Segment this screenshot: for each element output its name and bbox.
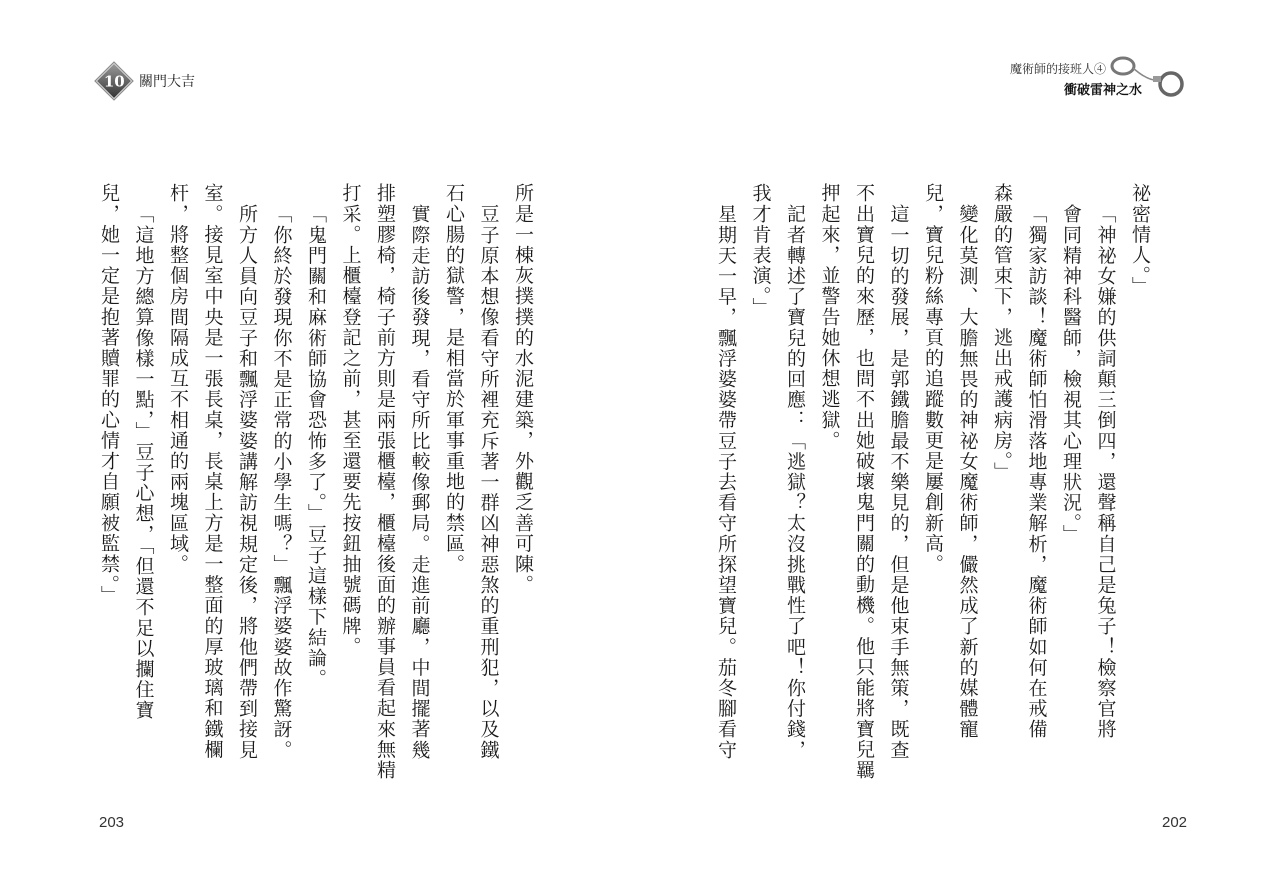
- text-column: 兒，寶兒粉絲專頁的追蹤數更是屢創新高。: [922, 183, 944, 575]
- text-column: 祕密情人。」: [1129, 183, 1151, 298]
- text-column: 所方人員向豆子和飄浮婆婆講解訪視規定後，將他們帶到接見: [236, 204, 258, 761]
- text-column: 打采。上櫃檯登記之前，甚至還要先按鈕抽號碼牌。: [339, 183, 362, 657]
- text-column: 「這地方總算像樣一點，」豆子心想，「但還不足以攔住寶: [132, 204, 155, 721]
- text-column: 石心腸的獄警，是相當於軍事重地的禁區。: [443, 183, 465, 575]
- text-column: 排塑膠椅，椅子前方則是兩張櫃檯，櫃檯後面的辦事員看起來無精: [374, 183, 396, 781]
- text-column: 豆子原本想像看守所裡充斥著一群凶神惡煞的重刑犯，以及鐵: [477, 204, 500, 761]
- text-column: 會同精神科醫師，檢視其心理狀況。」: [1060, 204, 1082, 545]
- text-column: 記者轉述了寶兒的回應：「逃獄？太沒挑戰性了吧！你付錢，: [784, 204, 806, 761]
- chapter-number-badge: [96, 63, 133, 100]
- text-column: 室。接見室中央是一張長桌，長桌上方是一整面的厚玻璃和鐵欄: [201, 183, 224, 760]
- chapter-number: 10: [103, 72, 125, 90]
- body-text: [709, 183, 1158, 781]
- text-column: 實際走訪後發現，看守所比較像郵局。走進前廳，中間擺著幾: [408, 204, 431, 761]
- text-column: 「鬼門關和麻術師協會恐怖多了。」豆子這樣下結論。: [305, 204, 327, 689]
- text-column: 兒，她一定是抱著贖罪的心情才自願被監禁。」: [98, 183, 120, 607]
- chapter-title: 關門大吉: [139, 73, 195, 89]
- text-column: 「獨家訪談！魔術師怕滑落地專業解析，魔術師如何在戒備: [1025, 204, 1048, 740]
- text-column: 星期天一早，飄浮婆婆帶豆子去看守所探望寶兒。茄冬腳看守: [715, 204, 737, 761]
- right-page: [639, 0, 1278, 885]
- page-number: 203: [99, 814, 125, 831]
- text-column: 所是一棟灰撲撲的水泥建築，外觀乏善可陳。: [512, 183, 534, 595]
- text-column: 我才肯表演。」: [749, 183, 772, 318]
- book-subtitle: 衝破雷神之水: [1064, 82, 1143, 97]
- body-text: [92, 183, 541, 781]
- text-column: 森嚴的管束下，逃出戒護病房。」: [991, 183, 1013, 483]
- handcuffs-icon: [1109, 52, 1189, 102]
- page-number: 202: [1162, 814, 1188, 831]
- text-column: 「你終於發現你不是正常的小學生嗎？」飄浮婆婆故作驚訝。: [270, 204, 293, 761]
- text-column: 杆，將整個房間隔成互不相通的兩塊區域。: [167, 183, 189, 575]
- text-column: 這一切的發展，是郭鐵膽最不樂見的，但是他束手無策，既查: [887, 204, 910, 761]
- text-column: 不出寶兒的來歷，也問不出她破壞鬼門關的動機。他只能將寶兒羈: [853, 183, 875, 781]
- chapter-header: [97, 64, 195, 98]
- text-column: 「神祕女嫌的供詞顛三倒四，還聲稱自己是兔子！檢察官將: [1094, 204, 1117, 740]
- text-column: 押起來，並警告她休想逃獄。: [818, 183, 841, 451]
- text-column: 變化莫測、大膽無畏的神祕女魔術師，儼然成了新的媒體寵: [956, 204, 979, 740]
- book-title: 魔術師的接班人④: [1010, 62, 1107, 76]
